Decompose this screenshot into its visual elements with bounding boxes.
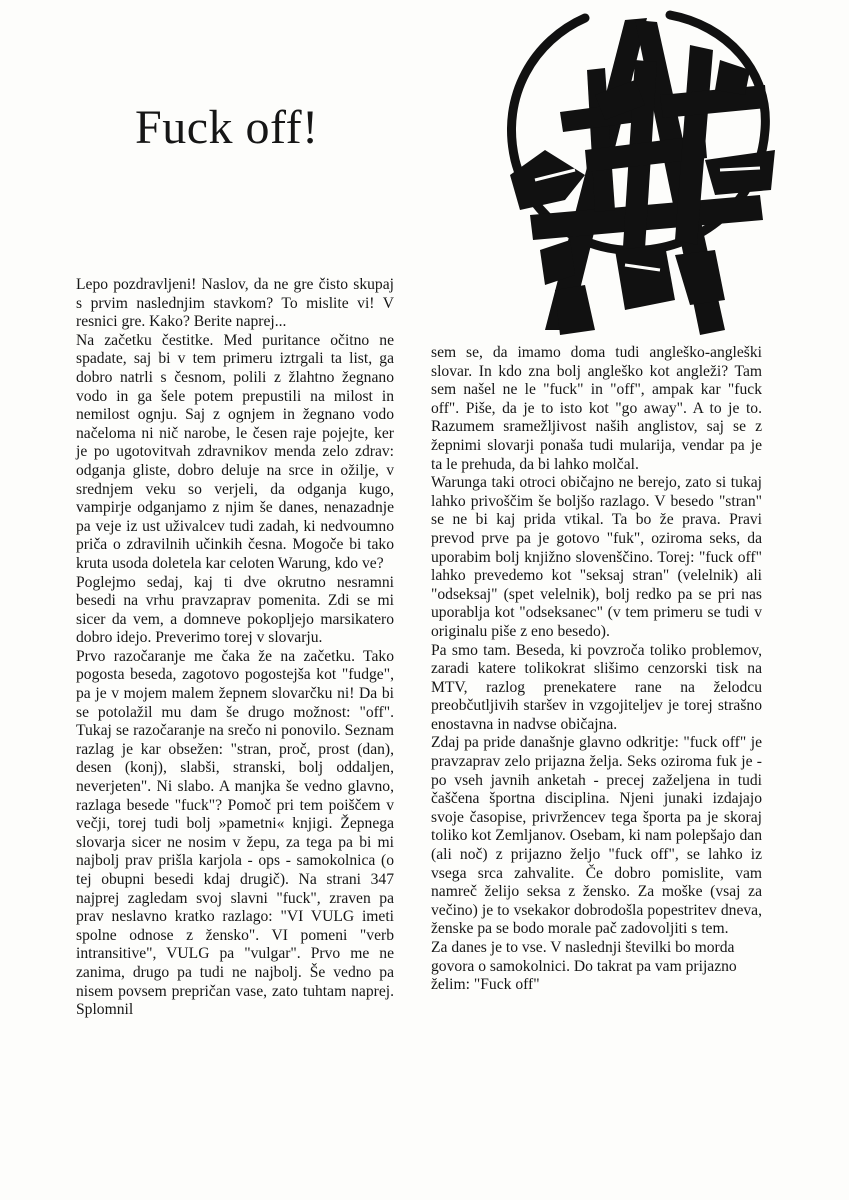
paragraph-intro: Lepo pozdravljeni! Naslov, da ne gre čisto skupaj s prvim naslednjim stavkom? To mislite vi! V resnici gre. Kako? Berite naprej... [76,276,394,331]
paragraph-discovery: Zdaj pa pride današnje glavno odkritje: "fuck off" je pravzaprav zelo prijazna želja. Seks oziroma fuk je - po vseh javnih anketah - precej zaželjena in tudi čaščena športna disciplina. Njeni junaki izdajajo svoje časopise, privržencev tega športa pa je skoraj toliko kot Zemljanov. Osebam, ki nam polepšajo dan (ali noč) z prijazno željo "fuck off", se lahko iz vsega srca zahvalite. Če dobro pomislite, vam namreč želijo seksa z žensko. Za moške (vsaj za večino) je to vsekakor dobrodošla popestritev dneva, ženske pa se bodo morale pač zadovoljiti s tem. [431,734,762,938]
page-title: Fuck off! [135,101,319,154]
paragraph-closing: Za danes je to vse. V naslednji številki bo morda govora o samokolnici. Do takrat pa vam prijazno želim: "Fuck off" [431,939,737,994]
paragraph-dictionary: Prvo razočaranje me čaka že na začetku. Tako pogosta beseda, zagotovo pogostejša kot "fudge", pa je v mojem malem žepnem slovarčku ni! Da bi se potolažil mu dam še drugo možnost: "off". Tukaj se razočaranje na srečo ni ponovilo. Seznam razlag je kar obsežen: "stran, proč, prost (dan), desen (konj), slabši, stranski, bolj oddaljen, neverjeten". Ni slabo. A manjka še vedno glavno, razlaga besede "fuck"? Pomoč pri tem poiščem v večji, torej tudi bolj »pametni« knjigi. Žepnega slovarja sicer ne nosim v žepu, za tega pa bi mi najbolj prav prišla karjola - ops - samokolnica (o tej obupni besedi kdaj drugič). Na strani 347 najprej zagledam svoj slavni "fuck", zraven pa prav neslavno kratko razlago: "VI VULG imeti spolne odnose z žensko". VI pomeni "verb intransitive", VULG pa "vulgar". Prvo me ne zanima, drugo pa tudi ne najbolj. Še vedno pa nisem povsem prepričan vase, zato tuhtam naprej. Splomnil [76,647,394,1019]
paragraph-problems: Pa smo tam. Beseda, ki povzroča toliko problemov, zaradi katere tolikokrat slišimo cenzorski tisk na MTV, razlog prenekatere rane na želodcu preobčutljivih staršev in vzgojiteljev je torej strašno enostavna in nadvse običajna. [431,641,762,733]
paragraph-garlic: Na začetku čestitke. Med puritance očitno ne spadate, saj bi v tem primeru iztrgali ta list, ga dobro natrli s česnom, polili z žlahtno žegnano vodo in ga šele potem prepustili na milost in nemilost ognju. Saj z ognjem in žegnano vodo načeloma ni nič narobe, le česen raje pojejte, ker je po ugotovitvah zdravnikov menda zelo zdrav: odganja gliste, dobro deluje na srce in ožilje, v srednjem veku so verjeli, da odganja kugo, vampirje odganjamo z njim še danes, nenazadnje pa veje iz ust uživalcev tudi zadah, ki nedvoumno priča o zdravilnih učinkih česna. Mogoče bi tako kruta usoda doletela kar celoten Warung, kdo ve? [76,331,394,572]
paragraph-meaning: Poglejmo sedaj, kaj ti dve okrutno nesramni besedi na vrhu pravzaprav pomenita. Zdi se mi sicer da vem, a domneve pokopljejo marsikatero dobro idejo. Preverimo torej v slovarju. [76,573,394,647]
article-right-column [431,344,762,995]
article-left-column [76,276,394,1020]
paragraph-translation: Warunga taki otroci običajno ne berejo, zato si tukaj lahko privoščim še boljšo razlago. V besedo "stran" se ne bi kaj prida vtikal. Ta bo že prava. Pravi prevod prve pa je gotovo "fuk", oziroma seks, da uporabim bolj knjižno slovenščino. Torej: "fuck off" lahko prevedemo kot "seksaj stran" (velelnik) ali "odseksaj" (spet velelnik), bolj redko pa se pri nas uporablja kot "odseksanec" (v tem primeru se tudi v originalu piše z eno besedo). [431,474,762,640]
paragraph-english-dictionary: sem se, da imamo doma tudi angleško-angleški slovar. In kdo zna bolj angleško kot angleži? Tam sem našel ne le "fuck" in "off", ampak kar "fuck off". Piše, da je to isto kot "go away". A to je to. Razumem sramežljivost naših anglistov, saj se z žepnimi slovarji ponaša tudi mularija, vendar pa je ta le prehuda, da bi lahko molčal. [431,344,762,473]
anarchy-crosses-logo-icon [475,0,775,345]
